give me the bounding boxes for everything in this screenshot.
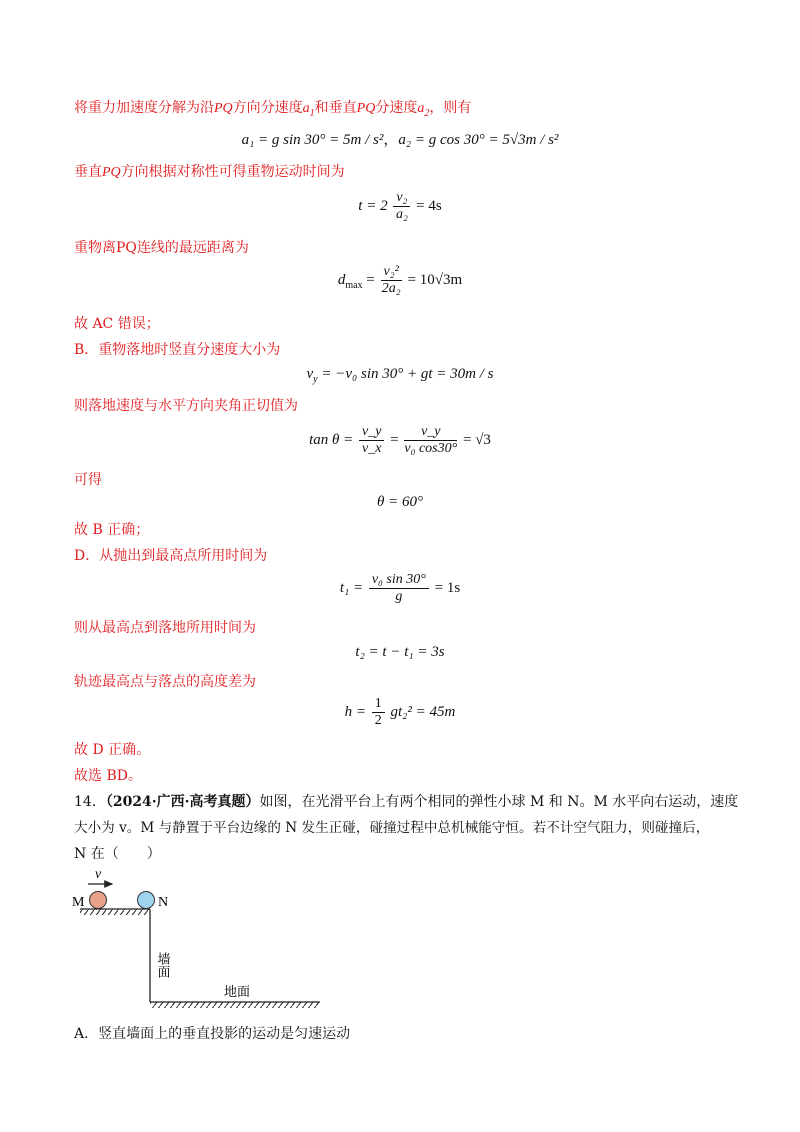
question-line-2: 大小为 v。M 与静置于平台边缘的 N 发生正碰，碰撞过程中总机械能守恒。若不计空气阻力，则碰撞后， — [74, 820, 710, 836]
a2-symbol: $a_2$ — [417, 101, 430, 119]
equation-angle: θ = 60° — [377, 494, 423, 510]
solution-intro: 将重力加速度分解为沿PQ方向分速度$a_1$和垂直PQ分速度$a_2$，则有 — [74, 100, 472, 119]
equation-t1: t₁ = $\frac{\text{v₀ sin 30°}}{g}$ = 1s — [339, 572, 461, 604]
solution-ac-wrong: 故 AC 错误； — [74, 316, 160, 332]
ground-label: 地面 — [224, 985, 251, 1000]
a1-symbol: $a_1$ — [302, 101, 315, 119]
ball-n — [138, 892, 155, 909]
solution-answer: 故选 BD。 — [74, 768, 142, 784]
ground-hatch — [150, 1002, 320, 1008]
velocity-label: v — [95, 867, 102, 882]
equation-tangent: tan θ = $\frac{v\_y}{v\_x}$ = $\frac{v\_y}{\text{v₀ cos30°}}$ = √3 — [309, 424, 491, 456]
solution-d-intro: D．从抛出到最高点所用时间为 — [74, 548, 268, 564]
equation-max-distance: $d_{max}$ = $\frac{\text{v₂²}}{\text{2a₂}}$ = 10√3m — [337, 264, 463, 296]
ball-n-label: N — [158, 895, 169, 910]
equation-time: t = 2 $\frac{\text{v₂}}{\text{a₂}}$ = 4s — [358, 190, 442, 222]
question-line-3: N 在（ ） — [74, 846, 161, 862]
wall-label: 墙面 — [154, 952, 170, 978]
solution-height-line: 轨迹最高点与落点的高度差为 — [74, 674, 256, 690]
ball-m — [90, 892, 107, 909]
pq-label: PQ — [356, 101, 376, 116]
solution-b-intro: B．重物落地时竖直分速度大小为 — [74, 342, 281, 358]
solution-tan-line: 则落地速度与水平方向夹角正切值为 — [74, 398, 298, 414]
solution-b-correct: 故 B 正确； — [74, 522, 150, 538]
equation-acceleration-components: a₁ = g sin 30° = 5m / s²，a₂ = g cos 30° = 5√3m / s² — [241, 132, 559, 148]
equation-vertical-velocity: $v_y = -v_0$ sin 30° + gt = 30m / s — [306, 366, 494, 385]
pq-label: PQ — [214, 101, 233, 116]
platform-hatch — [80, 909, 150, 915]
solution-d-correct: 故 D 正确。 — [74, 742, 151, 758]
solution-t2-line: 则从最高点到落地所用时间为 — [74, 620, 256, 636]
solution-distance-line: 重物离PQ连线的最远距离为 — [74, 240, 249, 256]
equation-height: h = $\frac{1}{2}$ gt₂² = 45m — [344, 696, 456, 728]
collision-figure — [70, 862, 330, 1012]
option-a: A．竖直墙面上的垂直投影的运动是匀速运动 — [74, 1026, 351, 1042]
solution-kede: 可得 — [74, 472, 102, 488]
question-source: （2024·广西·高考真题） — [105, 794, 260, 810]
ball-m-label: M — [72, 895, 85, 910]
solution-vertical-line: 垂直PQ方向根据对称性可得重物运动时间为 — [74, 164, 345, 180]
equation-t2: t₂ = t − t₁ = 3s — [355, 644, 445, 660]
question-line-1: 14．（2024·广西·高考真题）如图，在光滑平台上有两个相同的弹性小球 M 和 N。M 水平向右运动，速度 — [74, 794, 739, 810]
